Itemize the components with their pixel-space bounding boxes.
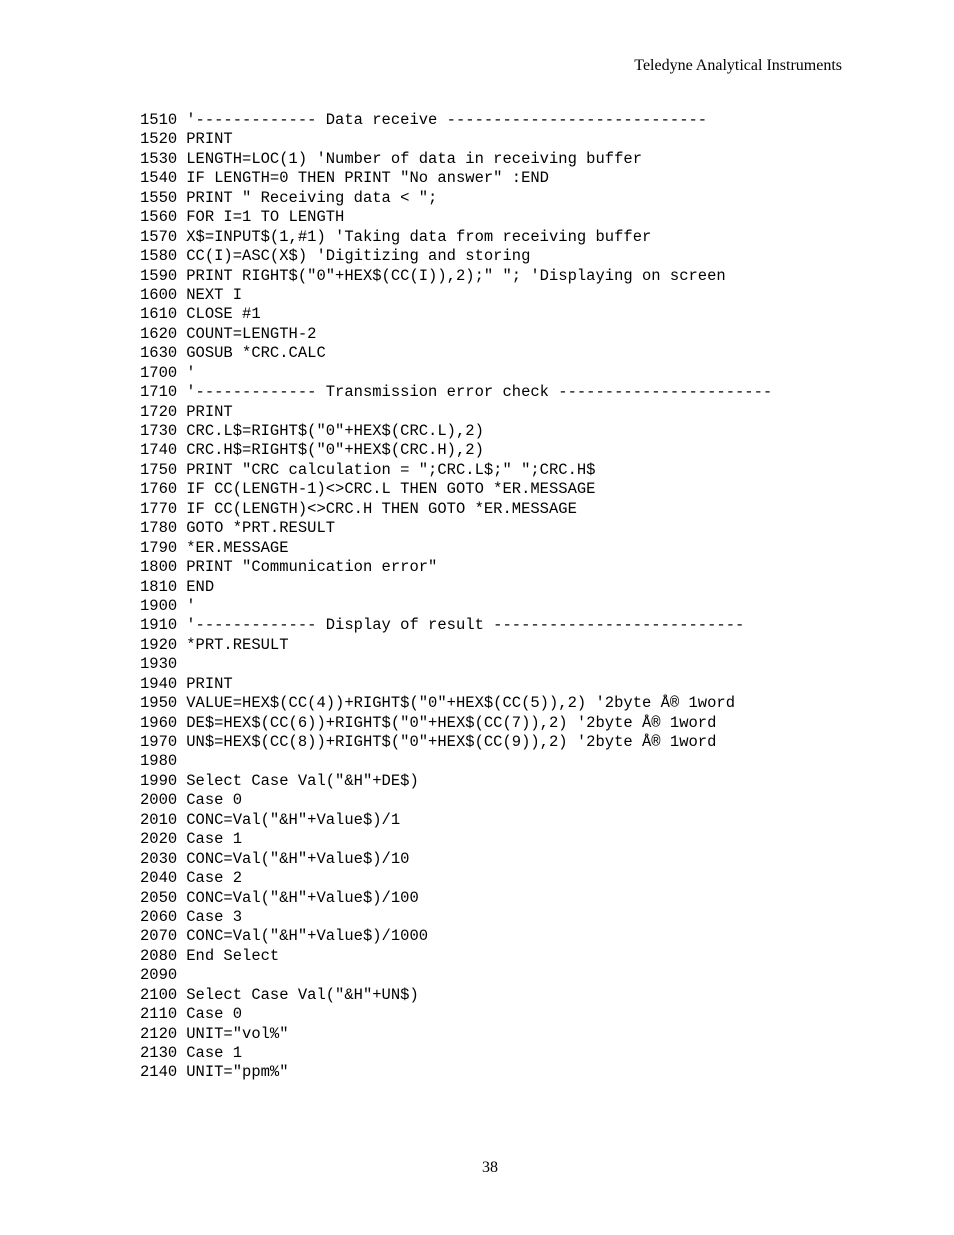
code-text: COUNT=LENGTH-2: [186, 324, 317, 343]
line-number: 2030: [140, 849, 178, 868]
line-number: 1540: [140, 169, 178, 188]
code-line: [140, 111, 772, 130]
code-text: CONC=Val("&H"+Value$)/1000: [186, 927, 429, 946]
line-number: 1590: [140, 266, 178, 285]
code-line: [140, 558, 772, 577]
line-number: 1900: [140, 596, 178, 615]
code-line: [140, 927, 772, 946]
code-text: CRC.L$=RIGHT$("0"+HEX$(CRC.L),2): [186, 422, 484, 440]
code-line: [140, 889, 772, 908]
line-number: 2070: [140, 927, 178, 946]
code-line: [140, 869, 772, 888]
code-text: DE$=HEX$(CC(6))+RIGHT$("0"+HEX$(CC(7)),2) '2byte Å® 1word: [186, 713, 717, 732]
code-line: [140, 169, 772, 188]
code-text: Case 0: [186, 791, 243, 810]
code-text: END: [186, 577, 215, 596]
line-number: 1600: [140, 285, 178, 304]
code-text: VALUE=HEX$(CC(4))+RIGHT$("0"+HEX$(CC(5)),2) '2byte Å® 1word: [186, 694, 736, 713]
code-line: [140, 908, 772, 927]
code-line: [140, 986, 772, 1005]
code-listing: [140, 111, 772, 1083]
line-number: 2110: [140, 1005, 178, 1024]
code-line: [140, 480, 772, 499]
line-number: 2050: [140, 888, 178, 907]
page-number: 38: [482, 1159, 498, 1176]
code-text: ': [186, 363, 196, 382]
line-number: 1950: [140, 694, 178, 713]
code-text: UN$=HEX$(CC(8))+RIGHT$("0"+HEX$(CC(9)),2) '2byte Å® 1word: [186, 733, 717, 751]
line-number: 1800: [140, 558, 178, 577]
code-line: [140, 850, 772, 869]
line-number: 1510: [140, 111, 178, 129]
code-line: [140, 1063, 772, 1082]
line-number: 1770: [140, 499, 178, 518]
code-text: ': [186, 596, 196, 615]
code-line: [140, 1005, 772, 1024]
line-number: 1940: [140, 674, 178, 693]
code-text: CONC=Val("&H"+Value$)/100: [186, 888, 419, 907]
code-text: *ER.MESSAGE: [186, 538, 289, 557]
code-text: Select Case Val("&H"+UN$): [186, 985, 419, 1004]
line-number: 1560: [140, 208, 178, 227]
code-line: [140, 675, 772, 694]
code-text: CONC=Val("&H"+Value$)/10: [186, 849, 410, 868]
code-line: [140, 364, 772, 383]
line-number: 1610: [140, 305, 178, 324]
code-text: GOSUB *CRC.CALC: [186, 344, 326, 363]
line-number: 1910: [140, 616, 178, 635]
code-line: [140, 655, 772, 674]
code-text: CC(I)=ASC(X$) 'Digitizing and storing: [186, 247, 531, 266]
code-line: [140, 325, 772, 344]
line-number: 1760: [140, 480, 178, 499]
line-number: 1700: [140, 363, 178, 382]
line-number: 1920: [140, 635, 178, 654]
code-text: NEXT I: [186, 285, 243, 304]
code-line: [140, 772, 772, 791]
code-text: IF CC(LENGTH)<>CRC.H THEN GOTO *ER.MESSAGE: [186, 499, 577, 518]
line-number: 2120: [140, 1024, 178, 1043]
line-number: 1750: [140, 460, 178, 479]
line-number: 1740: [140, 441, 178, 460]
code-line: [140, 966, 772, 985]
line-number: 1570: [140, 227, 178, 246]
code-line: [140, 539, 772, 558]
code-text: PRINT: [186, 130, 233, 149]
code-text: CRC.H$=RIGHT$("0"+HEX$(CRC.H),2): [186, 441, 484, 460]
code-line: [140, 344, 772, 363]
code-text: Case 2: [186, 869, 243, 888]
code-text: IF CC(LENGTH-1)<>CRC.L THEN GOTO *ER.MESSAGE: [186, 480, 596, 499]
page-header: Teledyne Analytical Instruments: [634, 57, 842, 74]
code-text: Select Case Val("&H"+DE$): [186, 771, 419, 790]
code-text: UNIT="ppm%": [186, 1063, 289, 1082]
code-text: Case 1: [186, 1044, 243, 1062]
code-line: [140, 500, 772, 519]
line-number: 2000: [140, 791, 178, 810]
line-number: 2130: [140, 1044, 178, 1062]
code-text: PRINT: [186, 402, 233, 421]
line-number: 1580: [140, 247, 178, 266]
code-line: [140, 694, 772, 713]
code-text: CONC=Val("&H"+Value$)/1: [186, 810, 401, 829]
line-number: 1930: [140, 655, 178, 674]
code-text: IF LENGTH=0 THEN PRINT "No answer" :END: [186, 169, 549, 188]
line-number: 1710: [140, 383, 178, 402]
line-number: 1780: [140, 519, 178, 538]
code-text: LENGTH=LOC(1) 'Number of data in receiving buffer: [186, 149, 642, 168]
line-number: 1550: [140, 188, 178, 207]
line-number: 2010: [140, 810, 178, 829]
code-text: PRINT: [186, 674, 233, 693]
code-line: [140, 441, 772, 460]
line-number: 2020: [140, 830, 178, 849]
line-number: 1630: [140, 344, 178, 363]
code-text: UNIT="vol%": [186, 1024, 289, 1043]
line-number: 1520: [140, 130, 178, 149]
line-number: 1970: [140, 733, 178, 751]
code-line: [140, 267, 772, 286]
line-number: 1720: [140, 402, 178, 421]
line-number: 1530: [140, 149, 178, 168]
code-text: Case 1: [186, 830, 243, 849]
code-line: [140, 247, 772, 266]
code-line: [140, 130, 772, 149]
code-line: [140, 383, 772, 402]
code-text: End Select: [186, 946, 280, 965]
line-number: 1960: [140, 713, 178, 732]
code-text: Case 3: [186, 907, 243, 926]
code-line: [140, 636, 772, 655]
code-text: *PRT.RESULT: [186, 635, 289, 654]
code-line: [140, 208, 772, 227]
code-line: [140, 714, 772, 733]
code-text: PRINT " Receiving data < ";: [186, 188, 438, 207]
code-line: [140, 228, 772, 247]
line-number: 1790: [140, 538, 178, 557]
code-text: X$=INPUT$(1,#1) 'Taking data from receiving buffer: [186, 227, 652, 246]
code-text: '------------- Display of result ---------------------------: [186, 616, 745, 635]
code-line: [140, 519, 772, 538]
line-number: 2140: [140, 1063, 178, 1082]
line-number: 2080: [140, 946, 178, 965]
code-line: [140, 189, 772, 208]
line-number: 2090: [140, 966, 178, 985]
code-line: [140, 305, 772, 324]
code-line: [140, 811, 772, 830]
line-number: 1620: [140, 324, 178, 343]
code-line: [140, 403, 772, 422]
code-text: Case 0: [186, 1005, 243, 1024]
code-line: [140, 286, 772, 305]
code-line: [140, 752, 772, 771]
line-number: 1980: [140, 752, 178, 771]
code-line: [140, 947, 772, 966]
code-text: '------------- Data receive ----------------------------: [186, 111, 708, 129]
code-line: [140, 597, 772, 616]
code-text: CLOSE #1: [186, 305, 261, 324]
code-line: [140, 422, 772, 441]
code-line: [140, 830, 772, 849]
code-line: [140, 1025, 772, 1044]
code-text: PRINT "Communication error": [186, 558, 438, 577]
code-text: FOR I=1 TO LENGTH: [186, 208, 345, 227]
code-text: GOTO *PRT.RESULT: [186, 519, 336, 538]
code-text: '------------- Transmission error check -----------------------: [186, 383, 773, 402]
line-number: 2100: [140, 985, 178, 1004]
code-text: PRINT RIGHT$("0"+HEX$(CC(I)),2);" "; 'Displaying on screen: [186, 266, 726, 285]
line-number: 2040: [140, 869, 178, 888]
code-text: PRINT "CRC calculation = ";CRC.L$;" ";CRC.H$: [186, 460, 596, 479]
code-line: [140, 578, 772, 597]
line-number: 2060: [140, 907, 178, 926]
code-line: [140, 733, 772, 752]
code-line: [140, 616, 772, 635]
code-line: [140, 791, 772, 810]
code-line: [140, 150, 772, 169]
code-line: [140, 1044, 772, 1063]
line-number: 1810: [140, 577, 178, 596]
line-number: 1730: [140, 422, 178, 440]
code-line: [140, 461, 772, 480]
line-number: 1990: [140, 771, 178, 790]
